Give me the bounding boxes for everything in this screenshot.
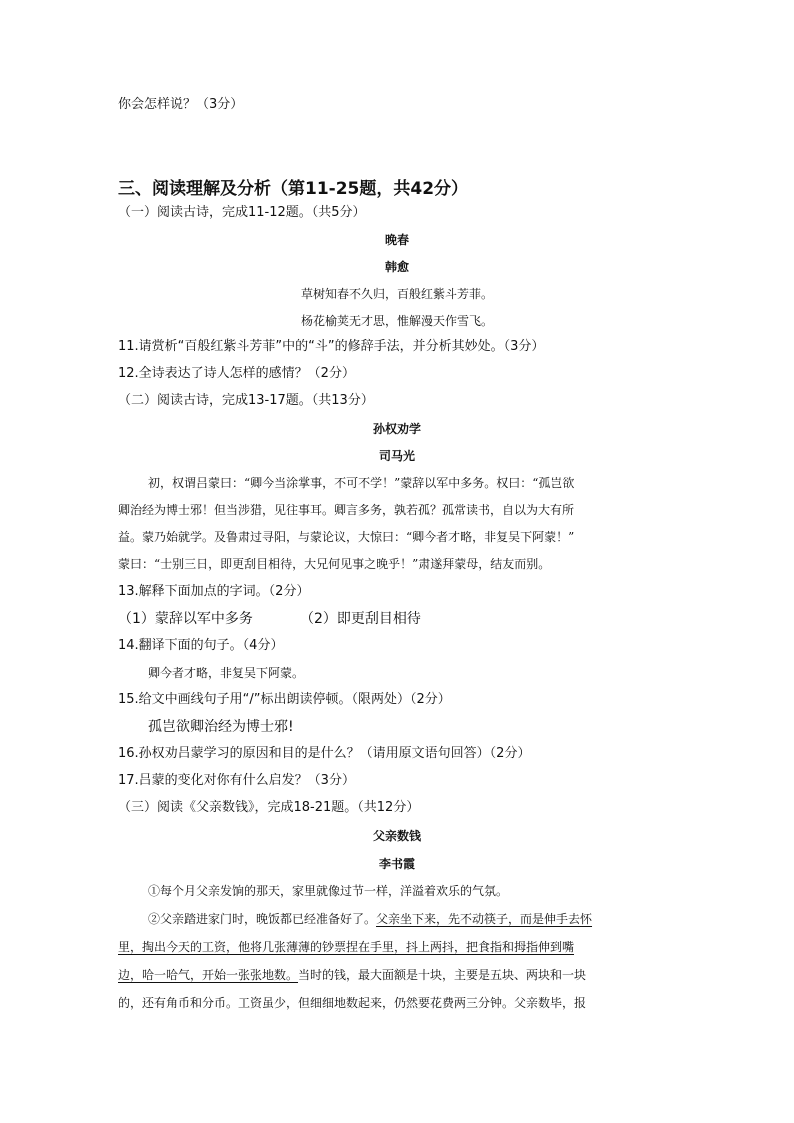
essay-paragraph-2-line-2: 里，掏出今天的工资，他将几张薄薄的钞票捏在手里，抖上两抖，把食指和拇指伸到嘴 [118,940,575,954]
poem-title: 晚春 [384,233,409,247]
question-16: 16.孙权劝吕蒙学习的原因和目的是什么？（请用原文语句回答）（2分） [118,746,531,761]
part2-heading: （二）阅读古诗，完成13-17题。（共13分） [118,393,374,408]
passage-line-4: 蒙曰：“士别三日，即更刮目相待，大兄何见事之晚乎！”肃遂拜蒙母，结友而别。 [118,557,551,571]
essay-paragraph-1: ①每个月父亲发饷的那天，家里就像过节一样，洋溢着欢乐的气氛。 [148,884,509,898]
essay-paragraph-2-line-1 [148,910,592,928]
part3-heading: （三）阅读《父亲数钱》，完成18-21题。（共12分） [118,800,420,815]
question-13: 13.解释下面加点的字词。（2分） [118,584,310,599]
question-15: 15.给文中画线句子用“/”标出朗读停顿。（限两处）（2分） [118,692,451,707]
poem-author: 韩愈 [384,260,409,274]
essay-plain-text: 当时的钱，最大面额是十块，主要是五块、两块和一块 [298,968,587,982]
section-title: 三、阅读理解及分析（第11-25题，共42分） [118,179,469,199]
essay-title: 父亲数钱 [372,829,421,843]
essay-underlined-text: 父亲坐下来，先不动筷子，而是伸手去怀 [376,912,593,926]
passage-line-1: 初，权谓吕蒙曰：“卿今当涂掌事，不可不学！”蒙辞以军中多务。权曰：“孤岂欲 [148,476,575,490]
question-14-sentence: 卿今者才略，非复吴下阿蒙。 [148,666,305,680]
question-12: 12.全诗表达了诗人怎样的感情？（2分） [118,366,355,381]
essay-paragraph-2-line-3 [118,966,586,984]
passage-title: 孙权劝学 [372,422,421,436]
question-14: 14.翻译下面的句子。（4分） [118,638,284,653]
part1-heading: （一）阅读古诗，完成11-12题。（共5分） [118,205,366,220]
essay-underlined-text: 边，哈一哈气，开始一张张地数。 [118,968,299,982]
previous-question-tail: 你会怎样说？（3分） [118,97,244,112]
essay-paragraph-2-line-4: 的，还有角币和分币。工资虽少，但细细地数起来，仍然要花费两三分钟。父亲数毕，报 [118,996,587,1010]
question-15-sentence: 孤岂欲卿治经为博士邪! [148,719,294,735]
passage-line-3: 益。蒙乃始就学。及鲁肃过寻阳，与蒙论议，大惊曰：“卿今者才略，非复吴下阿蒙！” [118,530,575,544]
question-11: 11.请赏析“百般红紫斗芳菲”中的“斗”的修辞手法，并分析其妙处。（3分） [118,339,545,354]
question-17: 17.吕蒙的变化对你有什么启发？（3分） [118,773,355,788]
essay-plain-text: ②父亲踏进家门时，晚饭都已经准备好了。 [148,912,377,926]
essay-author: 李书霞 [378,857,415,871]
passage-author: 司马光 [378,449,415,463]
poem-line-2: 杨花榆荚无才思，惟解漫天作雪飞。 [300,314,493,328]
poem-line-1: 草树知春不久归，百般红紫斗芳菲。 [300,287,493,301]
passage-line-2: 卿治经为博士邪！但当涉猎，见往事耳。卿言多务，孰若孤？孤常读书，自以为大有所 [118,503,575,517]
question-13-item-1: （1）蒙辞以军中多务 [118,611,253,627]
question-13-item-2: （2）即更刮目相待 [300,611,421,627]
